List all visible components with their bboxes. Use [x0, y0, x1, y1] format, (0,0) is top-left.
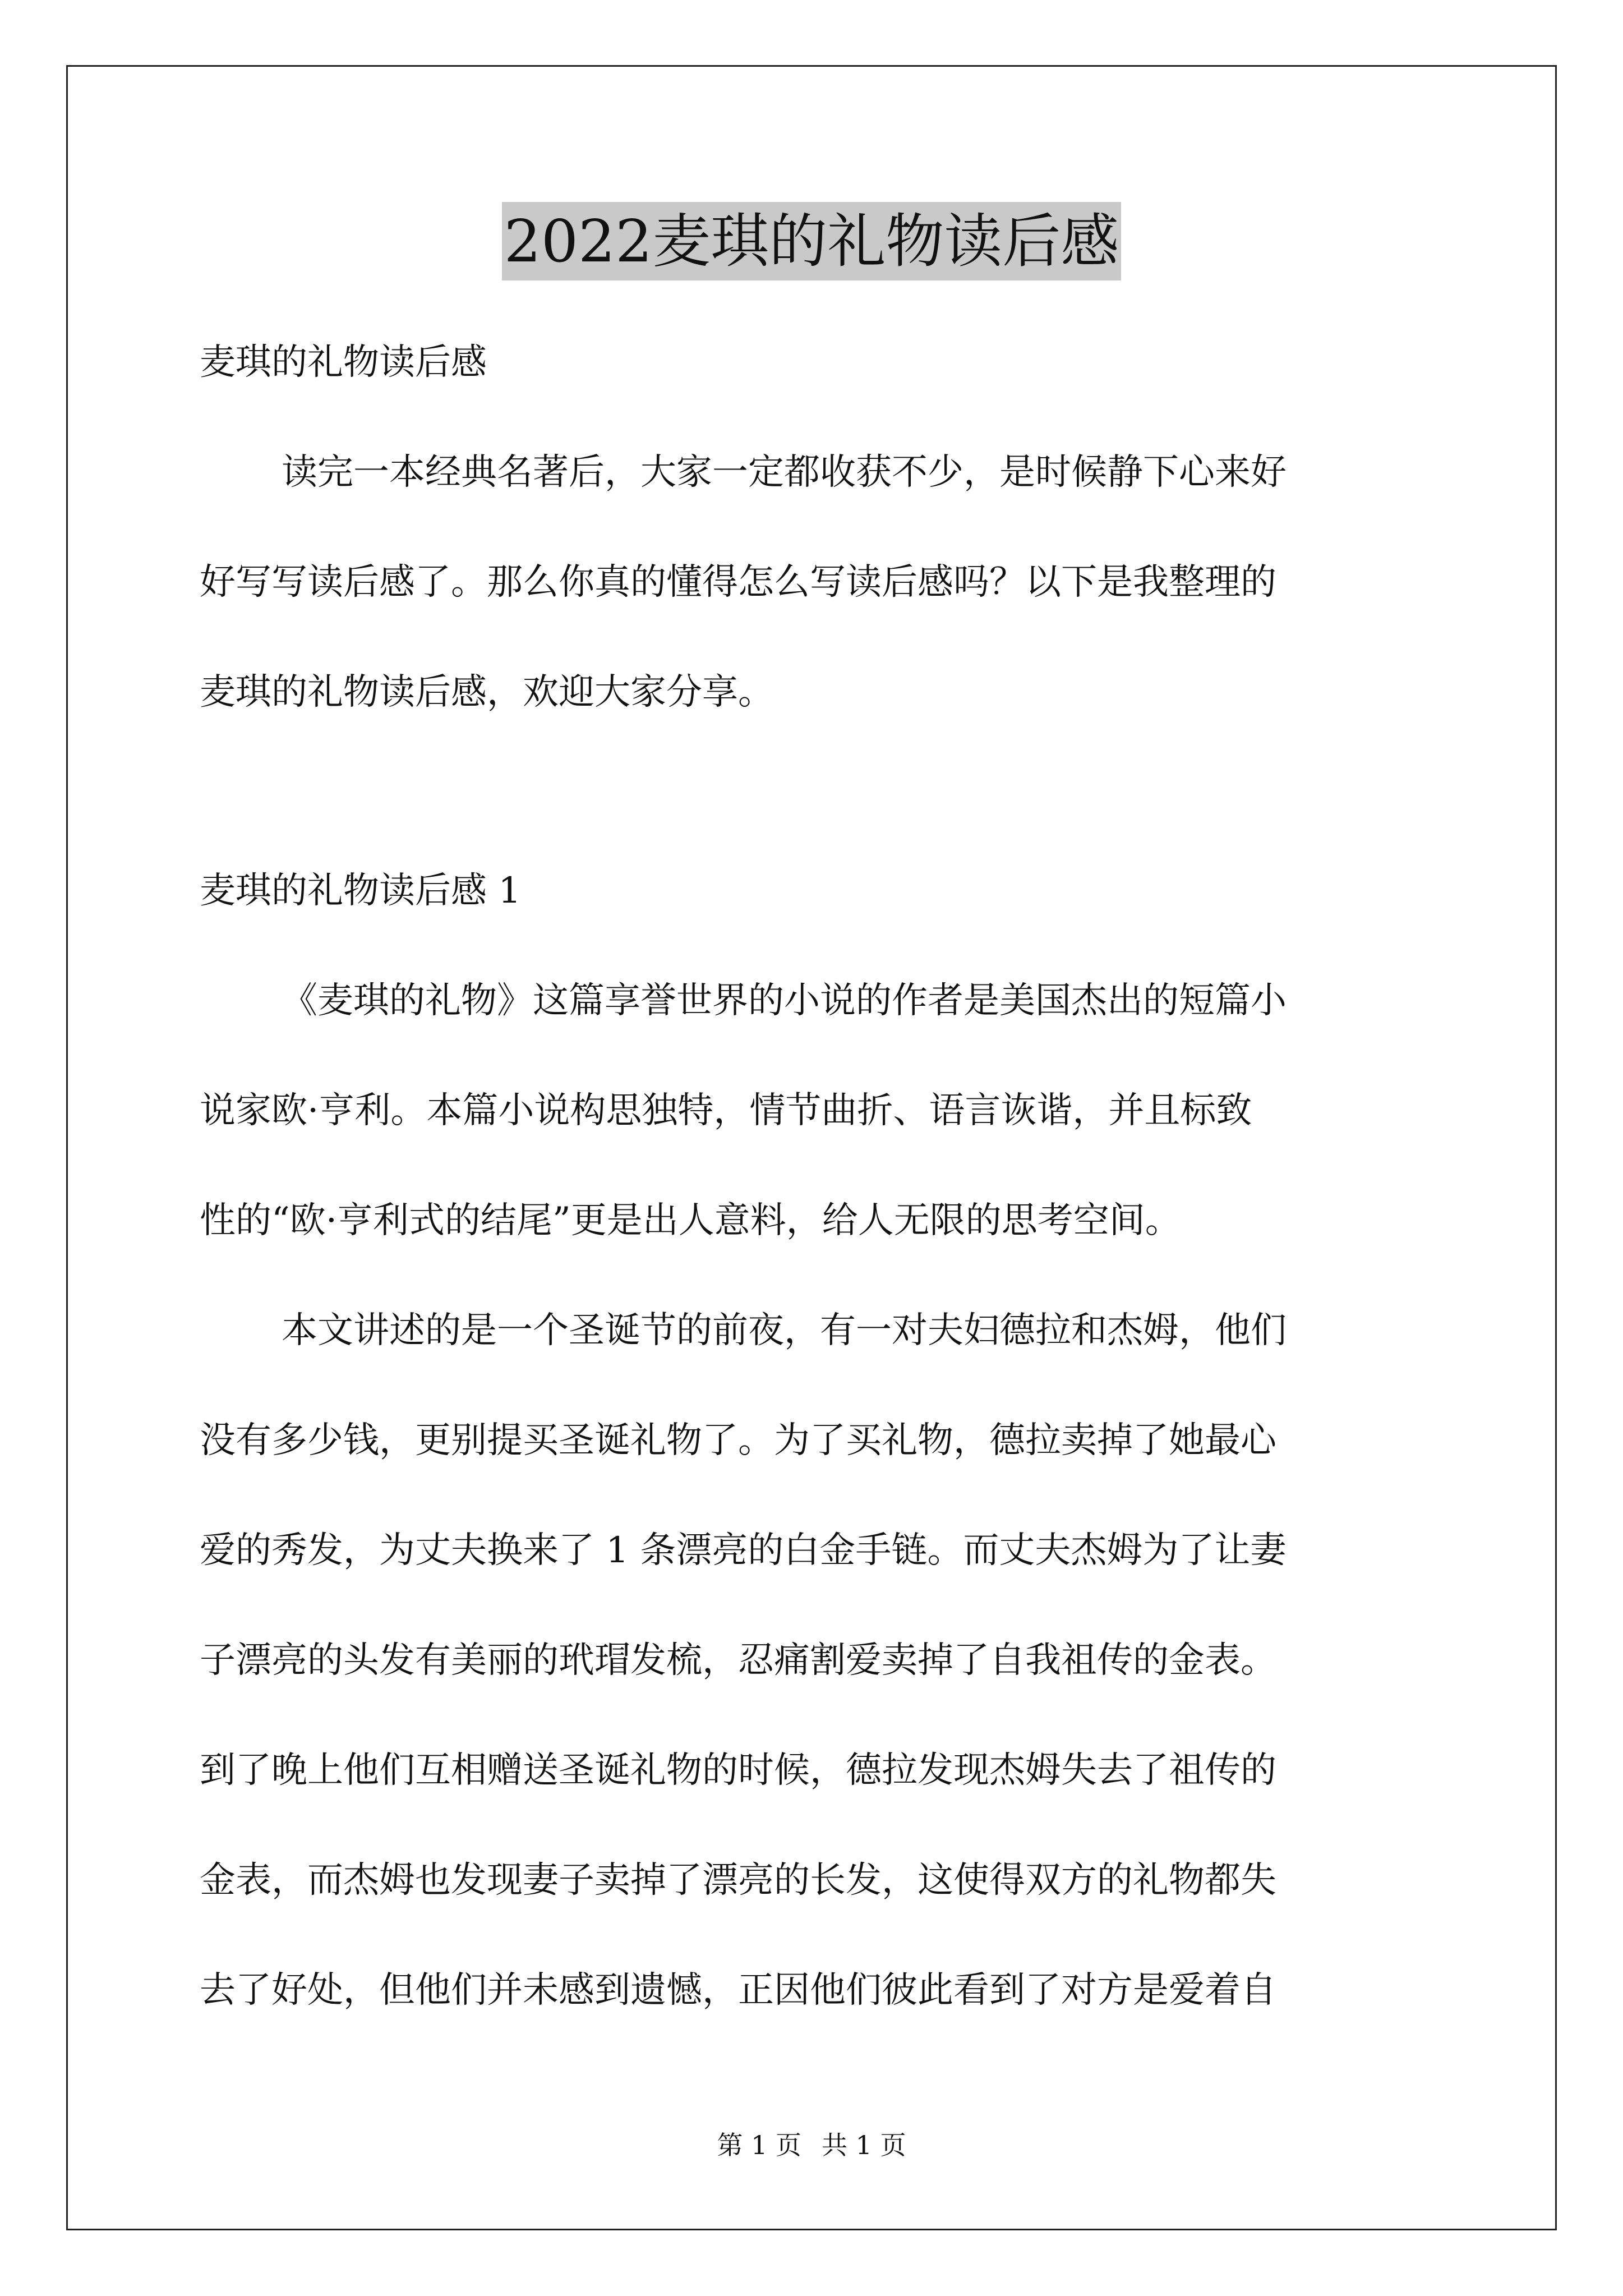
para2-line-7: 去了好处，但他们并未感到遗憾，正因他们彼此看到了对方是爱着自 [200, 1970, 1276, 2011]
section-gap [200, 747, 1428, 836]
title-wrap [0, 202, 1623, 280]
intro-line-3: 麦琪的礼物读后感，欢迎大家分享。 [200, 671, 774, 713]
para2-line-3: 爱的秀发，为丈夫换来了 1 条漂亮的白金手链。而丈夫杰姆为了让妻 [200, 1530, 1287, 1571]
subtitle: 麦琪的礼物读后感 [200, 342, 487, 383]
para1-line-1: 《麦琪的礼物》这篇享誉世界的小说的作者是美国杰出的短篇小 [282, 980, 1287, 1022]
intro-line-2: 好写写读后感了。那么你真的懂得怎么写读后感吗？以下是我整理的 [200, 562, 1276, 603]
para2-line-4: 子漂亮的头发有美丽的玳瑁发梳，忍痛割爱卖掉了自我祖传的金表。 [200, 1640, 1276, 1681]
page-number: 第 1 页 [717, 2130, 801, 2160]
para2-line-2: 没有多少钱，更别提买圣诞礼物了。为了买礼物，德拉卖掉了她最心 [200, 1420, 1276, 1461]
document-body [200, 307, 1428, 2045]
document-title: 2022麦琪的礼物读后感 [502, 202, 1122, 280]
para2-line-5: 到了晚上他们互相赠送圣诞礼物的时候，德拉发现杰姆失去了祖传的 [200, 1750, 1276, 1791]
intro-line-1: 读完一本经典名著后，大家一定都收获不少，是时候静下心来好 [282, 452, 1287, 493]
para1-line-3: 性的“欧·亨利式的结尾”更是出人意料，给人无限的思考空间。 [200, 1200, 1181, 1241]
para2-line-1: 本文讲述的是一个圣诞节的前夜，有一对夫妇德拉和杰姆，他们 [282, 1310, 1287, 1351]
page-footer [0, 2128, 1623, 2162]
section-heading: 麦琪的礼物读后感 1 [200, 870, 522, 912]
para2-line-6: 金表，而杰姆也发现妻子卖掉了漂亮的长发，这使得双方的礼物都失 [200, 1860, 1276, 1901]
para1-line-2: 说家欧·亨利。本篇小说构思独特，情节曲折、语言诙谐，并且标致 [200, 1090, 1252, 1131]
page-total: 共 1 页 [822, 2130, 906, 2160]
